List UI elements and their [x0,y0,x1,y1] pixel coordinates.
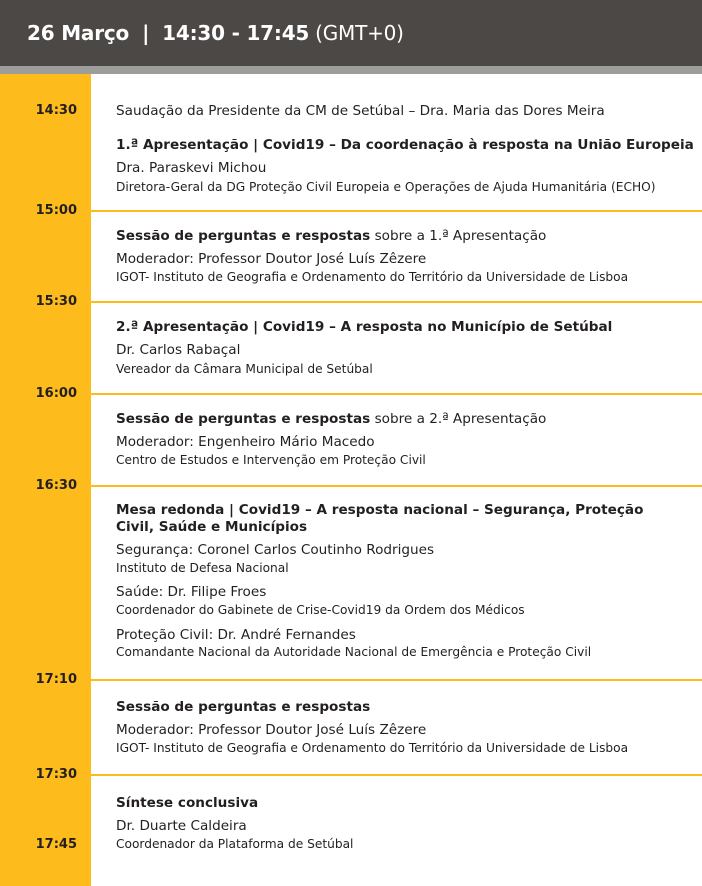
moderator-label: Moderador: [116,722,194,738]
qa-2-title-rest: sobre a 2.ª Apresentação [370,411,547,427]
closing-speaker: Dr. Duarte Caldeira [116,818,247,834]
round-item-org: Coordenador do Gabinete de Crise-Covid19 da Ordem dos Médicos [116,603,525,617]
round-item-label: Proteção Civil: [116,627,214,643]
qa-2-title [116,411,546,427]
round-item-label: Segurança: [116,542,194,558]
qa-1-org: IGOT- Instituto de Geografia e Ordenamento do Território da Universidade de Lisboa [116,270,629,284]
session-divider [91,485,702,487]
presentation-1-title: 1.ª Apresentação | Covid19 – Da coordenação à resposta na União Europeia [116,137,694,153]
welcome-text: Saudação da Presidente da CM de Setúbal – Dra. Maria das Dores Meira [116,103,605,119]
closing-title: Síntese conclusiva [116,795,259,811]
qa-2-title-bold: Sessão de perguntas e respostas [116,411,371,427]
round-item-civil-protection [116,627,356,643]
header-date: 26 Março [27,21,130,45]
header-separator: | [142,21,150,45]
time-label: 14:30 [35,103,77,118]
round-item-org: Comandante Nacional da Autoridade Nacional de Emergência e Proteção Civil [116,645,592,659]
round-item-label: Saúde: [116,584,164,600]
session-divider [91,210,702,212]
moderator-name: Engenheiro Mário Macedo [193,434,375,450]
presentation-2-speaker: Dr. Carlos Rabaçal [116,342,241,358]
moderator-label: Moderador: [116,251,194,267]
moderator-name: Professor Doutor José Luís Zêzere [193,722,427,738]
session-divider [91,301,702,303]
session-divider [91,393,702,395]
header-strip [0,66,702,74]
qa-1-moderator [116,251,426,267]
presentation-2-role: Vereador da Câmara Municipal de Setúbal [116,362,373,376]
header-time-range: 14:30 - 17:45 [162,21,310,45]
moderator-name: Professor Doutor José Luís Zêzere [193,251,427,267]
time-label: 15:30 [35,294,77,309]
presentation-1-speaker: Dra. Paraskevi Michou [116,160,267,176]
time-label: 17:10 [35,672,77,687]
time-label: 17:45 [35,837,77,852]
round-item-name: Dr. André Fernandes [213,627,356,643]
qa-1-title [116,228,546,244]
header-timezone: (GMT+0) [315,21,404,45]
round-item-name: Dr. Filipe Froes [163,584,267,600]
qa-2-moderator [116,434,375,450]
agenda-header [0,0,702,66]
round-item-name: Coronel Carlos Coutinho Rodrigues [193,542,435,558]
time-label: 16:30 [35,478,77,493]
session-divider [91,774,702,776]
round-table-title: Mesa redonda | Covid19 – A resposta nacional – Segurança, Proteção Civil, Saúde e Municípios [116,502,644,535]
qa-3-moderator [116,722,426,738]
round-item-security [116,542,434,558]
closing-role: Coordenador da Plataforma de Setúbal [116,837,354,851]
time-label: 17:30 [35,767,77,782]
round-item-health [116,584,266,600]
qa-1-title-rest: sobre a 1.ª Apresentação [370,228,547,244]
qa-3-title: Sessão de perguntas e respostas [116,699,371,715]
moderator-label: Moderador: [116,434,194,450]
time-label: 15:00 [35,203,77,218]
time-label: 16:00 [35,386,77,401]
session-divider [91,679,702,681]
presentation-1-role: Diretora-Geral da DG Proteção Civil Europeia e Operações de Ajuda Humanitária (ECHO) [116,180,656,194]
qa-2-org: Centro de Estudos e Intervenção em Proteção Civil [116,453,426,467]
round-item-org: Instituto de Defesa Nacional [116,561,289,575]
qa-3-org: IGOT- Instituto de Geografia e Ordenamento do Território da Universidade de Lisboa [116,741,629,755]
qa-1-title-bold: Sessão de perguntas e respostas [116,228,371,244]
presentation-2-title: 2.ª Apresentação | Covid19 – A resposta no Município de Setúbal [116,319,613,335]
